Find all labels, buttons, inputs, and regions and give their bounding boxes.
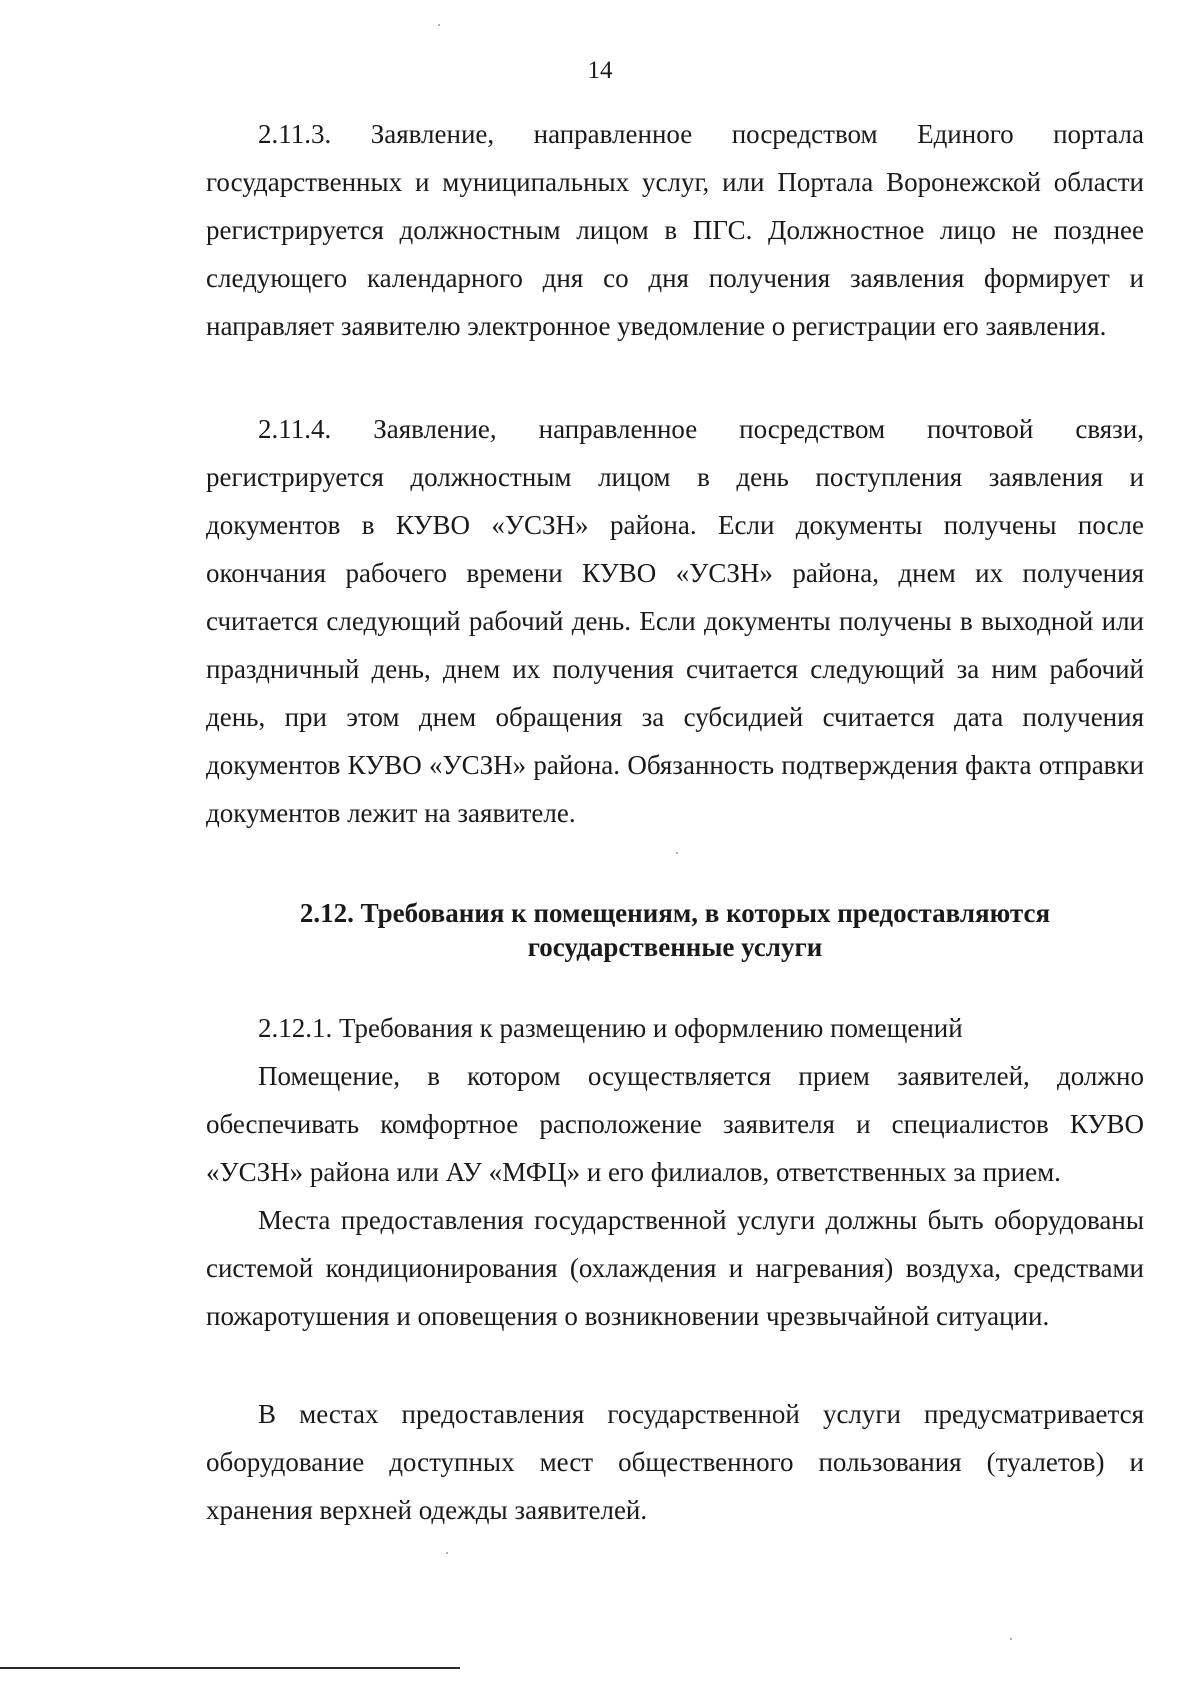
subsection-title: 2.12.1. Требования к размещению и оформлению помещений (258, 1013, 963, 1043)
subsection-title-2-12-1 (206, 1004, 1144, 1052)
section-heading-2-12 (206, 896, 1144, 964)
page-number: 14 (587, 57, 613, 84)
paragraph-public-places (206, 1390, 1144, 1534)
paragraph-text: В местах предоставления государственной услуги предусматривается оборудование доступных мест общественного пользования (туалетов) и хранения верхней одежды заявителей. (206, 1399, 1144, 1525)
paragraph-2-11-4 (206, 405, 1144, 837)
scan-speck (446, 1552, 448, 1554)
paragraph-2-11-3 (206, 110, 1144, 350)
paragraph-text: Места предоставления государственной услуги должны быть оборудованы системой кондиционирования (охлаждения и нагревания) воздуха, средствами пожаротушения и оповещения о возникновении чрезвычайной ситуации. (206, 1205, 1144, 1331)
scan-speck (1010, 1638, 1012, 1640)
paragraph-places-equipment (206, 1196, 1144, 1340)
paragraph-text: 2.11.4. Заявление, направленное посредством почтовой связи, регистрируется должностным лицом в день поступления заявления и документов в КУВО «УСЗН» района. Если документы получены после окончания рабочего времени КУВО «УСЗН» района, днем их получения считается следующий рабочий день. Если документы получены в выходной или праздничный день, днем их получения считается следующий за ним рабочий день, при этом днем обращения за субсидией считается дата получения документов КУВО «УСЗН» района. Обязанность подтверждения факта отправки документов лежит на заявителе. (206, 414, 1144, 828)
scan-speck (438, 24, 440, 26)
scan-speck (676, 852, 678, 854)
section-heading-line-1: 2.12. Требования к помещениям, в которых предоставляются (299, 898, 1051, 928)
bottom-scan-line (0, 1667, 460, 1669)
paragraph-premises (206, 1052, 1144, 1196)
section-heading-line-2: государственные услуги (527, 932, 823, 962)
paragraph-text: Помещение, в котором осуществляется прием заявителей, должно обеспечивать комфортное расположение заявителя и специалистов КУВО «УСЗН» района или АУ «МФЦ» и его филиалов, ответственных за прием. (206, 1061, 1144, 1187)
paragraph-text: 2.11.3. Заявление, направленное посредством Единого портала государственных и муниципальных услуг, или Портала Воронежской области регистрируется должностным лицом в ПГС. Должностное лицо не позднее следующего календарного дня со дня получения заявления формирует и направляет заявителю электронное уведомление о регистрации его заявления. (206, 119, 1144, 341)
